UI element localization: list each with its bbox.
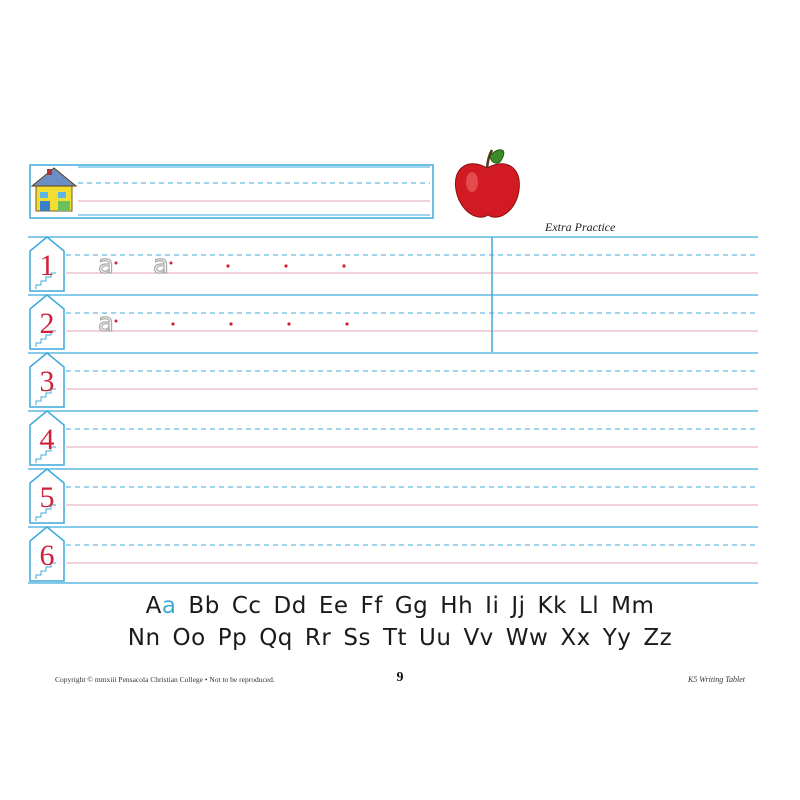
trace-letter: a xyxy=(98,250,114,280)
alphabet-letter-pair: Cc xyxy=(231,593,262,619)
alphabet-letter-pair: Tt xyxy=(382,625,408,651)
alphabet-letter-pair: Ff xyxy=(360,593,383,619)
alphabet-row-1 xyxy=(0,593,800,619)
staircase-house-icon xyxy=(30,469,64,523)
alphabet-letter-pair: Nn xyxy=(127,625,161,651)
alphabet-letter-pair: Vv xyxy=(463,625,494,651)
writing-row[interactable] xyxy=(28,411,758,465)
extra-practice-label: Extra Practice xyxy=(545,220,616,234)
alphabet-letter-pair: Dd xyxy=(273,593,307,619)
alphabet-letter-pair: Ee xyxy=(318,593,349,619)
start-dot xyxy=(345,322,348,325)
alphabet-letter-pair: Yy xyxy=(602,625,632,651)
alphabet-letter-pair: Pp xyxy=(217,625,248,651)
row-number: 3 xyxy=(39,365,55,398)
trace-letter: a xyxy=(98,308,114,338)
alphabet-letter-pair: a xyxy=(161,593,177,619)
writing-row[interactable] xyxy=(28,237,758,291)
start-dot xyxy=(342,264,345,267)
alphabet-letter-pair: Oo xyxy=(172,625,206,651)
start-dot xyxy=(229,322,232,325)
alphabet-letter-pair: A xyxy=(145,593,162,619)
staircase-house-icon xyxy=(30,411,64,465)
row-number: 5 xyxy=(39,481,55,514)
start-dot xyxy=(115,320,118,323)
footer-copyright: Copyright © mmxiii Pensacola Christian College • Not to be reproduced. xyxy=(55,675,275,684)
staircase-house-icon xyxy=(30,237,64,291)
row-number: 4 xyxy=(39,423,55,456)
alphabet-letter-pair: Ww xyxy=(505,625,549,651)
alphabet-letter-pair: Ss xyxy=(343,625,371,651)
alphabet-letter-pair: Zz xyxy=(643,625,673,651)
page-number: 9 xyxy=(396,670,404,685)
alphabet-row-2 xyxy=(0,625,800,651)
alphabet-letter-pair: Mm xyxy=(611,593,655,619)
start-dot xyxy=(287,322,290,325)
alphabet-letter-pair: Rr xyxy=(304,625,332,651)
writing-row[interactable] xyxy=(28,295,758,349)
row-number: 2 xyxy=(39,307,55,340)
staircase-house-icon xyxy=(30,295,64,349)
start-dot xyxy=(284,264,287,267)
staircase-house-icon xyxy=(30,353,64,407)
row-number: 6 xyxy=(39,539,55,572)
writing-row[interactable] xyxy=(28,469,758,523)
house-icon xyxy=(32,168,76,211)
alphabet-letter-pair: Bb xyxy=(188,593,220,619)
book-title: K5 Writing Tablet xyxy=(687,675,745,684)
start-dot xyxy=(226,264,229,267)
alphabet-letter-pair: Uu xyxy=(419,625,452,651)
alphabet-letter-pair: Ii xyxy=(485,593,500,619)
start-dot xyxy=(170,262,173,265)
alphabet-letter-pair: Qq xyxy=(259,625,293,651)
alphabet-letter-pair: Jj xyxy=(511,593,526,619)
trace-letter: a xyxy=(153,250,169,280)
start-dot xyxy=(171,322,174,325)
writing-row[interactable] xyxy=(28,527,758,583)
row-number: 1 xyxy=(39,249,55,282)
apple-icon xyxy=(455,150,519,217)
alphabet-letter-pair: Xx xyxy=(560,625,591,651)
writing-rows xyxy=(28,237,758,583)
staircase-house-icon xyxy=(30,527,64,581)
start-dot xyxy=(115,262,118,265)
alphabet-letter-pair: Ll xyxy=(578,593,600,619)
alphabet-letter-pair: Hh xyxy=(440,593,474,619)
writing-row[interactable] xyxy=(28,353,758,407)
alphabet-letter-pair: Kk xyxy=(537,593,567,619)
name-box xyxy=(30,165,433,218)
alphabet-letter-pair: Gg xyxy=(394,593,429,619)
